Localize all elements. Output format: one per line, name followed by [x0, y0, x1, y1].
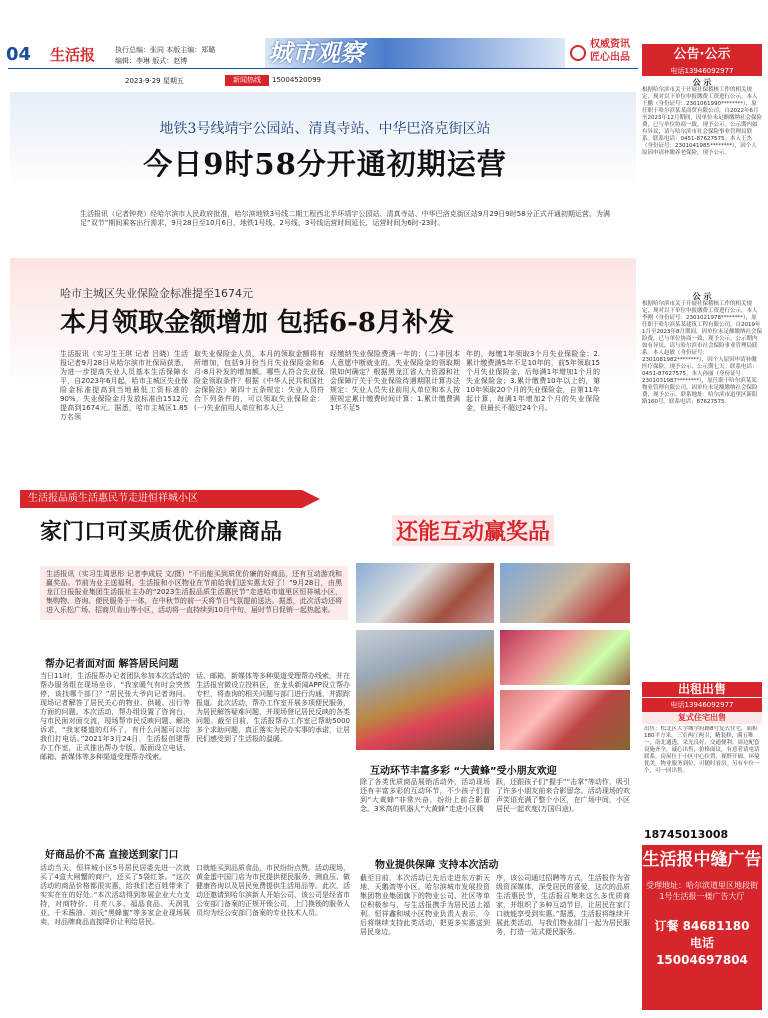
event-photo-4 — [500, 630, 630, 685]
rent-title: 出租出售 — [642, 682, 762, 697]
ad-title: 生活报中缝广告 — [642, 850, 762, 870]
notice-phone: 电话13946092977 — [642, 66, 762, 76]
notice-heading-2: 公 示 — [692, 292, 712, 301]
notice-text-2: 根据哈尔滨市关于开展社保稽核工作的相关规定，现对以下单位申报缴费工资进行公示。本人李刚（身份证号：2301021978********），原任职于哈尔滨某某建筑工程有限公司，自2019年1月至2023年8月期间，因单位未足额缴纳社会保险费，已与单位协商一致，现予公示。公示期内如有异议，请与哈尔滨市社会保险事业管理局联系。本人赵敏（身份证号：2301081982********），因个人原因申请补缴医疗保险，现予公示，公示期七天。联系电话：0451-87627575。本人孙丽（身份证号：2301031987********），原任职于哈尔滨某某物业管理有限公司，因单位未足额缴纳社会保险费，现予公示。联系地址：哈尔滨市道里区新阳路160号。联系电话：87627575。 — [642, 301, 762, 405]
banner-title: 城市观察 — [268, 38, 364, 67]
ad-phones — [646, 918, 758, 969]
article-2-title: 本月领取金额增加 包括6-8月补发 — [60, 308, 455, 338]
article-2-column-2: 取失业保险金人员，本月的领取金额将有所增加，包括9月份当月失业保险金和6月-8月补发的增加额。哪些人符合失业保险金领取条件？根据《中华人民共和国社会保险法》第四十五条规定：失业人员符合下列条件的，可以领取失业保险金：(一)失业前用人单位和本人已 — [194, 350, 324, 412]
editors-line-1: 执行总编：张同 本版主编：郑璐 — [115, 46, 216, 54]
article-3-sub2-text-2: 口就能买到品质食品，市民纷纷点赞。活动现场，黄金蛋中国门店为市民提供便民服务，测血压、做健康咨询以及居民免费提供生活用品等。此次，活动还邀请到哈尔滨新人开始公司，该公司是经省市公安部门备案的正规开锁公司，上门换锁的服务人员均为经公安部门备案的专业技术人员。 — [196, 864, 350, 917]
event-photo-1 — [356, 563, 494, 623]
article-2-kicker: 哈市主城区失业保险金标准提至1674元 — [60, 287, 253, 300]
article-1-body: 生活报讯（记者钟亮）经哈尔滨市人民政府批准，哈尔滨地铁3号线二期工程西北半环靖宇公园站、清真寺站、中华巴洛克街区站9月29日9时58分正式开通初期运营。为满足“双节”期间乘客出行需求，9月28日至10月6日，地铁1号线、2号线、3号线运营时间延长，运营时间为6时-23时。 — [80, 210, 610, 227]
photo-text-2: 跃，还跟孩子们“握手”“击掌”等动作，吸引了许多小朋友前来合影留念。活动现场的欢声笑语充满了整个小区，在广场中间，小区居民一起欢度(万国归途)。 — [496, 778, 630, 813]
notice-block-1 — [642, 78, 762, 288]
article-2-column-1: 生活报讯（实习生王琪 记者 吕晓）生活报记者9月28日从哈尔滨市社保局获悉，为进一步提高失业人员基本生活保障水平，自2023年6月起，哈市主城区失业保险金标准提高到当地最低工资标准的90%，失业保险金月发放标准由1512元提高到1674元。据悉，哈市主城区1.85万名领 — [60, 350, 188, 421]
notice-text-1: 根据哈尔滨市关于开展社保稽核工作的相关规定，现对以下单位申报缴费工资进行公示。本人王鹏（身份证号：2301061990********），原任职于哈尔滨某某商贸有限公司，自2022年6月至2023年12月期间，因单位未足额缴纳社会保险费，已与单位协商一致，现予公示。公示期内如有异议，请与哈尔滨市社会保险事业管理局联系。联系电话：0451-87627575。本人王杰（身份证号：2301041985********），因个人原因申请补缴养老保险，现予公示。 — [642, 87, 762, 156]
page-number: 04 — [6, 44, 32, 65]
hotline-number: 15004520099 — [272, 76, 321, 84]
article-3-subhead-3: 物业提供保障 支持本次活动 — [375, 860, 499, 871]
hotline-badge: 新闻热线 — [225, 75, 269, 86]
article-3-sub3-text-2: 序，该公司通过招聘等方式，生活报作为省级资深媒体，深受居民的喜爱，这次的品质生活惠民节，生活报召集来这么多优质商家，并组织了多种互动节目，让居民在家门口就能享受到实惠。”据悉，生活报将继续开展此类活动，与我们物业部门一起为居民服务，打造一站式便民服务。 — [496, 874, 630, 936]
notice-block-2 — [642, 292, 762, 678]
arrow-circle-icon — [570, 45, 586, 61]
article-3-sub2-text: 活动当天，恒祥城小区5号居民居委先进一次就买了4盒大闸蟹的商户，还买了5袋红茶。“这次活动的商品价格都很实惠，给我们老百姓带来了实实在在的好处。”本次活动得到参展企业大力支持，对商特价、月亮八多、福晶食品、天润乳业、千禾酱油、刘氏“黑蜂蜜”等多家企业现场展卖，对品牌商品直接降价让利给居民。 — [40, 864, 190, 926]
section-logo: 生活报 — [50, 46, 96, 64]
rent-contact: 18745013008 — [644, 828, 729, 841]
issue-date: 2023·9·29 星期五 — [125, 77, 184, 85]
article-2-column-4: 年的，每缴1年领取3个月失业保险金；2.累计缴费满5年不足10年的，前5年领取15个月失业保险金，后每满1年增加1个月的失业保险金；3.累计缴费10年以上的，第10年领取20个月的失业保险金，自第11年起计算，每满1年增加2个月的失业保险金，但最长不超过24个月。 — [466, 350, 600, 412]
rent-listing: 出售：松北区大学城学府路8号复式住宅，面积180平方米，三室两厅两卫，精装修，满五唯一，南北通透，采光良好，交通便利，周边配套设施齐全，诚心出售，价格面议，有意者请电话联系。房屋位于小区中心位置，视野开阔，环境优美，物业服务到位，可随时看房。另有车位一个，可一同出售。 — [644, 726, 760, 774]
header-divider — [8, 68, 638, 69]
slogan-line-2: 匠心出品 — [590, 52, 630, 63]
article-1-kicker: 地铁3号线靖宇公园站、清真寺站、中华巴洛克街区站 — [159, 121, 491, 137]
ad-phone-2: 电话 15004697804 — [656, 936, 748, 967]
rent-subtitle: 复式住宅出售 — [642, 712, 762, 724]
notice-heading-1: 公 示 — [692, 78, 712, 87]
slogan-line-1: 权威资讯 — [590, 39, 630, 50]
ad-phone-1: 订餐 84681180 — [654, 919, 750, 933]
article-3-sub1-text-2: 话、邮箱、新媒体等多种渠道受理帮办线索，并在生活报官微设立投料区，在龙头新闻APP设立帮办专栏，将查询的相关问题与部门进行沟通，并跟踪报道。此次活动，帮办工作室开展多项便民服务，为居民解答疑难问题，并现场登记居民反映的各类问题。截至目前，生活报帮办工作室已帮助5000多个求助问题，真正落实为民办实事的承诺，让居民们感受到了生活报的温暖。 — [196, 672, 350, 743]
article-3-title-highlight: 还能互动赢奖品 — [392, 515, 554, 546]
notice-title: 公告·公示 — [642, 44, 762, 66]
ad-address: 受理地址：哈尔滨道里区地段街1号生活报一楼广告大厅 — [646, 881, 758, 901]
slogan — [590, 38, 650, 64]
article-3-lead: 生活报讯（实习生周思彤 记者李成辰 文/摄）“不出能买到质优价廉的好商品，还有互动游戏和赢奖品。节前为业主送福利，生活报和小区物业在节前给我们送实惠太好了！”9月28日，由黑龙江日报报业集团生活报社主办的“2023生活报品质生活惠民节”走进哈市道里区恒祥城小区，集购物、咨询、便民服务于一体，在中秋节的前一天将节日气氛提前送达。据悉，此次活动还将进入乐松广场、招商贝肯山等小区，活动将一直持续到10月中旬，届时节日促销一起热起来。 — [40, 566, 348, 620]
event-photo-5 — [500, 690, 630, 750]
rent-phone-bar: 电话13946092977 — [642, 698, 762, 712]
article-1-title: 今日9时58分开通初期运营 — [143, 147, 507, 181]
article-3-subhead-1: 帮办记者面对面 解答居民问题 — [45, 659, 179, 670]
article-3-sub1-text: 当日11时，生活报帮办记者团队参加本次活动的帮办服务组在现场坐诊，“我家暖气有时会突然停，该找哪个部门？”居民张大爷向记者询问。现场记者解答了居民关心的物业、供暖、出行等方面的问题。本次活动，帮办组设置了咨询台，与市民面对面交流，现场帮市民反映问题、解决诉求，“我家楼道的灯坏了，有什么问题可以给我们打电话。”2021年3月24日，生活报创建帮办工作室，正式推出帮办专版，版面设立电话、邮箱、新媒体等多种渠道受理帮办线索。 — [40, 672, 190, 761]
article-3-title: 家门口可买质优价廉商品 — [40, 519, 283, 545]
article-3-subhead-2: 好商品价不高 直接送到家门口 — [45, 850, 179, 861]
robot-photo — [356, 630, 494, 750]
photo-caption: 互动环节丰富多彩 “大黄蜂”受小朋友欢迎 — [370, 766, 557, 777]
article-3-sub3-text: 截至目前，本次活动已先后走进东方新天地、天鹅湾等小区，哈尔滨城市发展投资集团物业集团旗下的物业公司、社区等单位积极参与，与生活报携手为居民送上福利。恒祥鑫和城小区物业负责人表示，今后将继续支持此类活动，把更多实惠送到居民身边。 — [360, 874, 490, 936]
editors-line-2: 编辑：李琳 版式：赵博 — [115, 57, 188, 65]
article-3-banner-text: 生活报品质生活惠民节走进恒祥城小区 — [28, 493, 198, 504]
photo-text: 除了各类优质商品展销活动外，活动现场还有丰富多彩的互动环节，不少孩子们看到“大黄蜂”非常兴奋，纷纷上前合影留念。3米高的机器人“大黄蜂”走进小区腾 — [360, 778, 490, 813]
event-photo-2 — [500, 563, 630, 623]
article-2-column-3: 经缴纳失业保险费满一年的；(二)非因本人意愿中断就业的。失业保险金的领取期限如何确定？根据黑龙江省人力资源和社会保障厅关于失业保险待遇期限计算办法规定：失业人员失业前用人单位和本人按照规定累计缴费时间计算：1.累计缴费满1年不足5 — [330, 350, 460, 412]
